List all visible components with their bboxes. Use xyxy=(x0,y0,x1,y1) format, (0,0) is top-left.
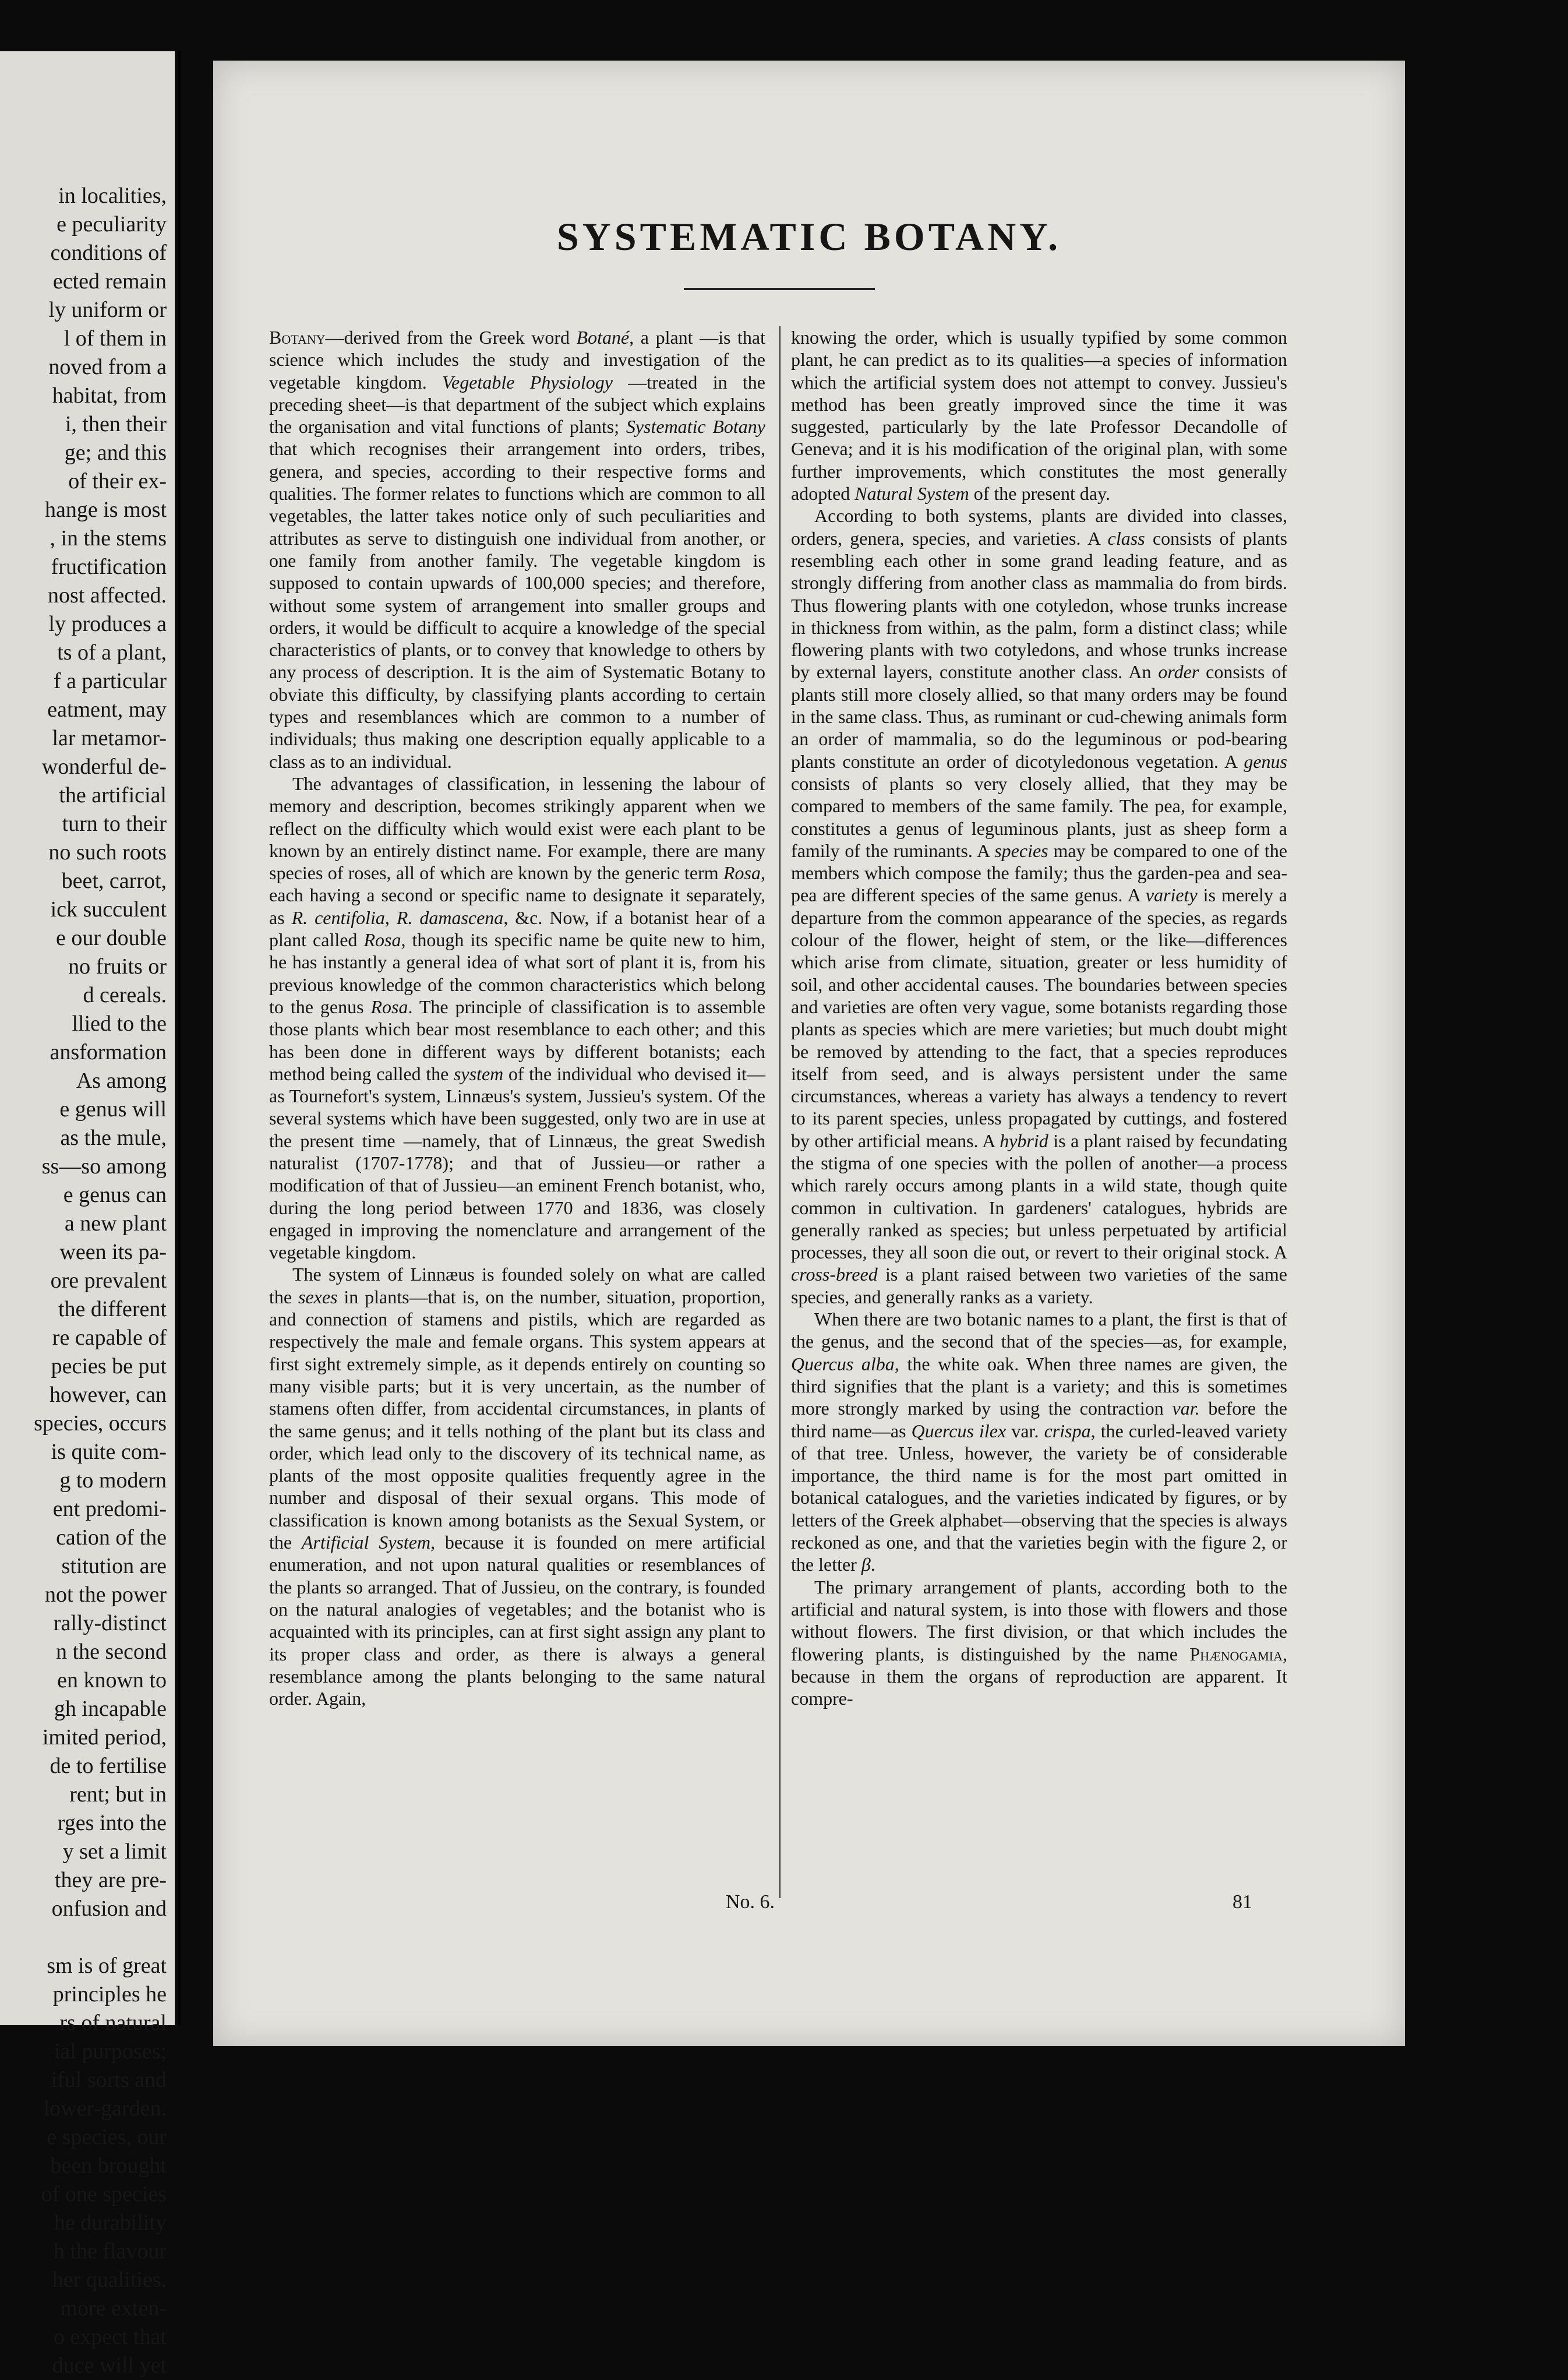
fragment-line: of their ex- xyxy=(68,469,167,493)
fragment-line: the different xyxy=(58,1297,167,1321)
fragment-line: duce will yet xyxy=(52,2353,167,2378)
text-run: . The principle of classification is to assemble those plants which bear most resemblance to each other; and this has been done in different ways by different botanists; each method being called the xyxy=(269,996,766,1084)
fragment-line: lar metamor- xyxy=(52,726,167,750)
fragment-line: conditions of xyxy=(50,241,167,265)
fragment-line: habitat, from xyxy=(52,383,167,408)
fragment-line: hange is most xyxy=(45,498,167,522)
fragment-line: rges into the xyxy=(57,1811,167,1835)
text-run: , a plant —is that science which includes the study and investigation of the vegetable kingdom. xyxy=(269,327,766,393)
text-run: consists of plants resembling each other in some grand leading feature, and as strongly differing from another class as mammalia do from birds. Thus flowering plants with one cotyledon, whose trunks increase in thickness from within, as the palm, form a distinct class; while flowering plants with two cotyledons, and whose trunks increase by external layers, constitute another class. An xyxy=(791,527,1288,683)
fragment-line: e genus will xyxy=(59,1097,167,1122)
fragment-line: is quite com- xyxy=(51,1440,167,1464)
fragment-line: h the flavour xyxy=(53,2239,167,2263)
fragment-line: llied to the xyxy=(72,1011,167,1036)
text-run: , each having a second or specific name to designate it separately, as xyxy=(269,862,765,928)
text-run: of the present day. xyxy=(969,483,1111,505)
fragment-line: not the power xyxy=(45,1582,167,1607)
text-run: , because in them the organs of reproduction are apparent. It compre- xyxy=(791,1643,1287,1709)
page-gutter xyxy=(178,51,181,2025)
page-title: SYSTEMATIC BOTANY. xyxy=(556,214,1062,259)
fragment-line: turn to their xyxy=(62,812,167,836)
text-run: before the third name—as xyxy=(791,1398,1288,1441)
emphasis: Quercus alba xyxy=(791,1353,895,1374)
text-run: , the white oak. When three names are given, the third signifies that the plant is a variety; and this is sometimes more strongly marked by using the contraction xyxy=(791,1353,1288,1419)
text-run: in plants—that is, on the number, situation, proportion, and connection of stamens and pistils, which are regarded as respectively the male and female organs. This system appears at first sight extremely simple, as it depends entirely on counting so many visible parts; but it is very uncertain, as the number of stamens often differ, from accidental circumstances, in plants of the same genus; and it tells nothing of the plant but its class and order, which lead only to the discovery of its technical name, as plants of the most opposite qualities frequently agree in the number and disposal of their sexual organs. This mode of classification is known among botanists as the Sexual System, or the xyxy=(269,1286,766,1553)
emphasis: β xyxy=(861,1554,871,1575)
fragment-line: her qualities. xyxy=(52,2268,167,2292)
fragment-line: principles he xyxy=(52,1982,167,2007)
adjacent-page-text xyxy=(0,182,167,2380)
fragment-line: ss—so among xyxy=(41,1154,167,1179)
fragment-line xyxy=(0,1923,167,1952)
paragraph-classification xyxy=(791,505,1287,1308)
text-run: consists of plants so very closely allied, that they may be compared to members of the same family. The pea, for example, constitutes a genus of leguminous plants, just as sheep form a family of the ruminants. A xyxy=(791,773,1287,861)
emphasis: cross-breed xyxy=(791,1264,878,1285)
text-run: According to both systems, plants are divided into classes, orders, genera, species, and varieties. A xyxy=(791,505,1287,549)
left-column xyxy=(269,326,765,1709)
fragment-line: l of them in xyxy=(63,326,167,351)
fragment-line: lower-garden. xyxy=(43,2096,167,2121)
column-divider xyxy=(779,326,781,1898)
fragment-line: ts of a plant, xyxy=(57,640,167,665)
emphasis: genus xyxy=(1244,750,1287,772)
emphasis: sexes xyxy=(298,1286,338,1307)
paragraph-advantages xyxy=(269,773,765,1264)
fragment-line: ly uniform or xyxy=(48,298,167,322)
lead-word: Botany xyxy=(269,327,326,348)
fragment-line: in localities, xyxy=(58,184,167,208)
emphasis: class xyxy=(1107,527,1145,549)
fragment-line: ent predomi- xyxy=(52,1497,167,1521)
fragment-line: ge; and this xyxy=(64,440,167,465)
text-run: may be compared to one of the members which compose the family; thus the garden-pea and sea-pea are different species of the same genus. A xyxy=(791,840,1288,906)
emphasis: Natural System xyxy=(854,483,969,505)
text-run: knowing the order, which is usually typified by some common plant, he can predict as to its qualities—a species of information which the artificial system does not attempt to convey. Jussieu's method has been greatly improved since the time it was suggested, particularly by the late Professor Decandolle of Geneva; and it is his modification of the original plan, with some further improvements, which constitutes the most generally adopted xyxy=(791,327,1287,505)
fragment-line: been brought xyxy=(50,2153,167,2178)
text-run: is a plant raised between two varieties of the same species, and generally ranks as a variety. xyxy=(791,1264,1287,1307)
text-run: of the individual who devised it—as Tournefort's system, Linnæus's system, Jussieu's system. Of the several systems which have been suggested, only two are in use at the present time —namely, that of Linnæus, the great Swedish naturalist (1707-1778); and that of Jussieu—or rather a modification of that of Jussieu—an eminent French botanist, who, during the long period between 1770 and 1836, was closely engaged in improving the nomenclature and arrangement of the vegetable kingdom. xyxy=(269,1063,766,1263)
fragment-line: e genus can xyxy=(63,1183,167,1207)
text-run: . xyxy=(870,1554,875,1575)
text-run: var. xyxy=(1006,1420,1044,1441)
paragraph-primary-arrangement xyxy=(791,1576,1287,1710)
term-small-caps: Phænogamia xyxy=(1189,1643,1283,1665)
paragraph-continuation xyxy=(791,326,1287,505)
text-run: , though its specific name be quite new to him, he has instantly a general idea of what sort of plant it is, from his previous knowledge of the common characteristics which belong to the genus xyxy=(269,929,766,1017)
paragraph-names xyxy=(791,1308,1287,1576)
text-run: , because it is founded on mere artificial enumeration, and not upon natural qualities or resemblances of the plants so arranged. That of Jussieu, on the contrary, is founded on the natural analogies of vegetables; and the botanist who is acquainted with its principles, can at first sight assign any plant to its proper class and order, as there is always a general resemblance among the plants belonging to the same natural order. Again, xyxy=(269,1532,766,1709)
fragment-line: cation of the xyxy=(56,1525,167,1550)
fragment-line: they are pre- xyxy=(55,1868,167,1892)
text-run: When there are two botanic names to a plant, the first is that of the genus, and the second that of the species—as, for example, xyxy=(791,1309,1287,1352)
fragment-line: d cereals. xyxy=(83,983,167,1007)
emphasis: Quercus ilex xyxy=(911,1420,1007,1441)
fragment-line: ial purposes; xyxy=(54,2039,167,2064)
emphasis: Rosa xyxy=(370,996,408,1017)
fragment-line: e our double xyxy=(56,926,167,950)
paragraph-linnaeus xyxy=(269,1263,765,1709)
paragraph-intro xyxy=(269,326,765,773)
fragment-line: however, can xyxy=(49,1383,167,1407)
text-run: that which recognises their arrangement into orders, tribes, genera, and species, according to their respective forms and qualities. The former relates to functions which are common to all vegetables, the latter takes notice only of such peculiarities and attributes as serve to distinguish one individual from another, or one family from another family. The vegetable kingdom is supposed to contain upwards of 100,000 species; and therefore, without some system of arrangement into smaller groups and orders, it would be difficult to acquire a knowledge of the special characteristics of plants, or to convey that knowledge to others by any process of description. It is the aim of Systematic Botany to obviate this difficulty, by classifying plants according to certain types and resemblances which are common to a number of individuals; thus making one description equally applicable to a class as to an individual. xyxy=(269,438,765,772)
fragment-line: f a particular xyxy=(53,669,167,693)
fragment-line: beet, carrot, xyxy=(61,869,167,893)
emphasis: R. centifolia, R. damascena xyxy=(291,907,504,928)
emphasis: crispa xyxy=(1044,1420,1091,1441)
fragment-line: iful sorts and xyxy=(51,2068,167,2092)
text-run: The system of Linnæus is founded solely on what are called the xyxy=(269,1264,765,1307)
sheet-number: No. 6. xyxy=(726,1891,775,1913)
fragment-line: fructification xyxy=(51,555,167,579)
fragment-line: e peculiarity xyxy=(56,212,167,237)
fragment-line: eatment, may xyxy=(47,697,167,722)
title-rule xyxy=(684,288,875,290)
fragment-line: of one species xyxy=(41,2182,167,2206)
fragment-line: more exten- xyxy=(60,2296,167,2321)
fragment-line: ore prevalent xyxy=(50,1268,167,1293)
fragment-line: nost affected. xyxy=(48,583,167,608)
emphasis: hybrid xyxy=(1000,1130,1048,1151)
page-number: 81 xyxy=(1232,1891,1252,1913)
adjacent-page-fragment xyxy=(0,51,175,2378)
emphasis: system xyxy=(453,1063,504,1084)
text-run: —treated in the preceding sheet—is that department of the subject which explains the organisation and vital functions of plants; xyxy=(269,371,766,438)
text-run: is merely a departure from the common appearance of the species, as regards colour of the flower, height of stem, or the like—differences which arise from climate, situation, greater or less humidity of soil, and other accidental causes. The boundaries between species and varieties are often very vague, some botanists regarding those plants as species which are mere varieties; but much doubt might be removed by attending to the fact, that a species reproduces itself from seed, and is always persistent under the same circumstances, whereas a variety has always a tendency to revert to its parent species, unless propagated by cuttings, and fostered by other artificial means. A xyxy=(791,884,1288,1151)
fragment-line: sm is of great xyxy=(47,1954,167,1978)
fragment-line: n the second xyxy=(56,1639,167,1664)
emphasis: Botané xyxy=(576,327,630,348)
text-run: The primary arrangement of plants, according both to the artificial and natural system, is into those with flowers and those without flowers. The first division, or that which includes the flowering plants, is distinguished by the name xyxy=(791,1576,1287,1665)
emphasis: Artificial System xyxy=(301,1532,431,1553)
fragment-line: no such roots xyxy=(48,840,167,865)
fragment-line: ween its pa- xyxy=(59,1240,167,1264)
fragment-line: en known to xyxy=(57,1668,167,1693)
main-page xyxy=(213,61,1405,2046)
fragment-line: i, then their xyxy=(65,412,167,436)
fragment-line: g to modern xyxy=(59,1468,167,1493)
text-run: , the curled-leaved variety of that tree. Unless, however, the variety be of considerable importance, the third name is for the most part omitted in botanical catalogues, and the varieties indicated by figures, or by letters of the Greek alphabet—observing that the species is always reckoned as one, and that the varieties begin with the figure 2, or the letter xyxy=(791,1420,1288,1575)
right-column xyxy=(791,326,1287,1709)
text-run: is a plant raised by fecundating the stigma of one species with the pollen of another—a process which rarely occurs among plants in a wild state, though quite common in cultivation. In gardeners' catalogues, hybrids are generally ranked as species; but unless perpetuated by artificial processes, they all soon die out, or revert to their original stock. A xyxy=(791,1130,1287,1263)
text-run: , &c. Now, if a botanist hear of a plant called xyxy=(269,907,766,951)
emphasis: Systematic Botany xyxy=(626,416,766,438)
fragment-line: As among xyxy=(76,1069,167,1093)
text-run: The advantages of classification, in lessening the labour of memory and description, becomes strikingly apparent when we reflect on the difficulty which would exist were each plant to be known by an entirely distinct name. For example, there are many species of roses, all of which are known by the generic term xyxy=(269,773,765,884)
fragment-line: gh incapable xyxy=(54,1697,167,1721)
emphasis: species xyxy=(994,840,1048,861)
text-run: consists of plants still more closely allied, so that many orders may be found in the same class. Thus, as ruminant or cud-chewing animals form an order of mammalia, so do the leguminous or pod-bearing plants constitute an order of dicotyledonous vegetation. A xyxy=(791,661,1288,772)
fragment-line: re capable of xyxy=(52,1325,167,1350)
fragment-line: wonderful de- xyxy=(41,754,167,779)
fragment-line: ected remain xyxy=(52,269,167,294)
fragment-line: y set a limit xyxy=(62,1839,167,1864)
fragment-line: rally-distinct xyxy=(53,1611,167,1635)
text-run: —derived from the Greek word xyxy=(325,327,577,348)
fragment-line: rs of natural xyxy=(59,2011,167,2035)
emphasis: Rosa xyxy=(363,929,401,951)
fragment-line: noved from a xyxy=(48,355,167,379)
emphasis: Rosa xyxy=(723,862,761,884)
emphasis: Vegetable Physiology xyxy=(442,371,613,393)
fragment-line: , in the stems xyxy=(50,526,167,551)
fragment-line: he durability xyxy=(54,2210,167,2235)
fragment-line: ly produces a xyxy=(48,612,167,636)
fragment-line: stitution are xyxy=(61,1554,167,1578)
fragment-line: a new plant xyxy=(64,1211,167,1236)
fragment-line: as the mule, xyxy=(60,1126,167,1150)
fragment-line: species, occurs xyxy=(34,1411,167,1436)
fragment-line: o expect that xyxy=(53,2325,167,2349)
fragment-line: e species, our xyxy=(47,2125,167,2149)
fragment-line: rent; but in xyxy=(69,1782,167,1807)
fragment-line: imited period, xyxy=(42,1725,167,1750)
fragment-line: pecies be put xyxy=(51,1354,167,1378)
emphasis: var. xyxy=(1172,1398,1200,1419)
fragment-line: ansformation xyxy=(50,1040,167,1064)
emphasis: order xyxy=(1158,661,1199,683)
fragment-line: onfusion and xyxy=(51,1896,167,1921)
fragment-line: the artificial xyxy=(59,783,167,808)
emphasis: variety xyxy=(1145,884,1198,906)
fragment-line: de to fertilise xyxy=(50,1754,167,1778)
fragment-line: no fruits or xyxy=(68,954,167,979)
fragment-line: ick succulent xyxy=(50,897,167,922)
